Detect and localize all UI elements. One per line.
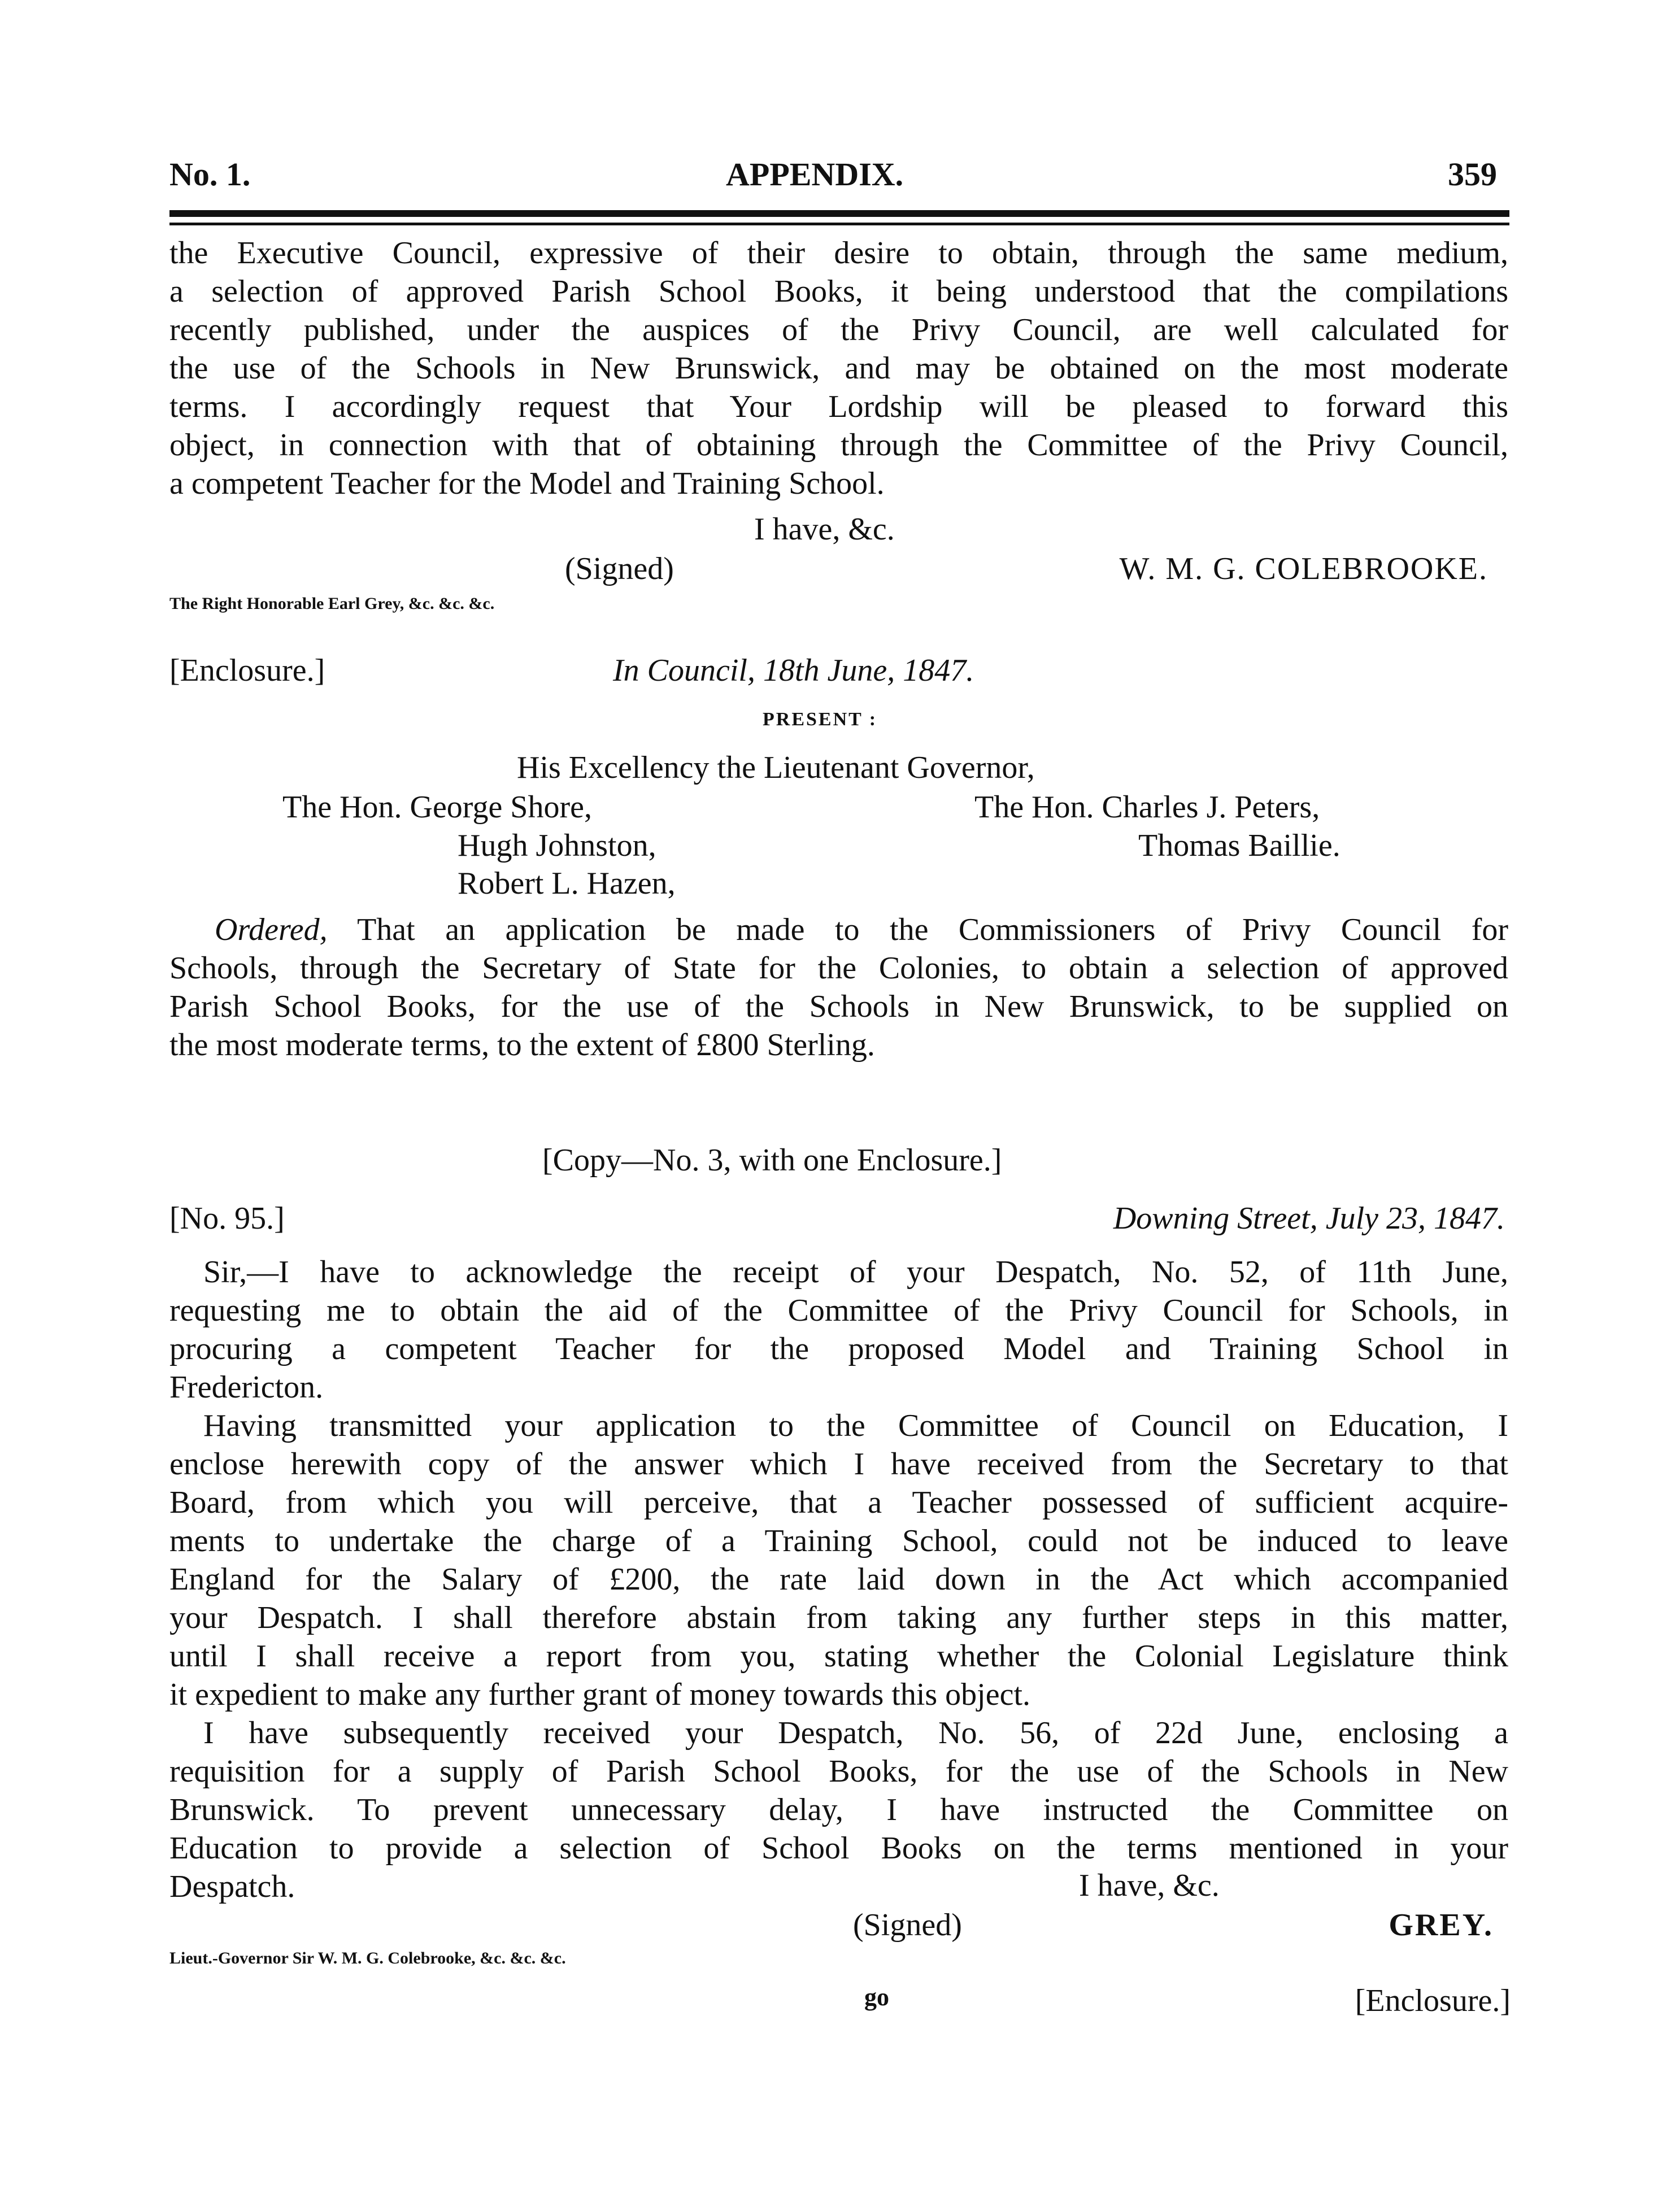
- presiding-officer: His Excellency the Lieutenant Governor,: [517, 750, 1035, 785]
- text-line: the most moderate terms, to the extent of £800 Sterling.: [169, 1028, 875, 1063]
- text-line: terms. I accordingly request that Your Lordship will be pleased to forward this: [169, 389, 1508, 424]
- place-date: Downing Street, July 23, 1847.: [1113, 1201, 1505, 1236]
- text-line: Board, from which you will perceive, that a Teacher possessed of sufficient acquire-: [169, 1485, 1508, 1520]
- header-section-number: No. 1.: [169, 156, 251, 193]
- despatch-number: [No. 95.]: [169, 1201, 285, 1236]
- text-line: Having transmitted your application to the Committee of Council on Education, I: [203, 1408, 1508, 1443]
- text-line: enclose herewith copy of the answer which I have received from the Secretary to that: [169, 1447, 1508, 1482]
- text-line: recently published, under the auspices of the Privy Council, are well calculated for: [169, 312, 1508, 347]
- council-date: In Council, 18th June, 1847.: [613, 653, 974, 688]
- text-line: Despatch.: [169, 1869, 295, 1904]
- text-line: the use of the Schools in New Brunswick, and may be obtained on the most moderate: [169, 351, 1508, 386]
- text-line: object, in connection with that of obtaining through the Committee of the Privy Council,: [169, 428, 1508, 463]
- copy-heading: [Copy—No. 3, with one Enclosure.]: [542, 1143, 1002, 1178]
- text-line: Schools, through the Secretary of State for the Colonies, to obtain a selection of approved: [169, 951, 1508, 986]
- header-rule-thin: [169, 223, 1509, 225]
- member: Thomas Baillie.: [1138, 828, 1340, 863]
- ordered-paragraph: [169, 911, 1508, 1064]
- enclosure-label: [Enclosure.]: [169, 653, 325, 688]
- member: Hugh Johnston,: [458, 828, 656, 863]
- text-line: a competent Teacher for the Model and Training School.: [169, 466, 885, 501]
- header-title: APPENDIX.: [726, 156, 904, 193]
- ordered-word: Ordered,: [215, 912, 328, 947]
- text-line: until I shall receive a report from you, stating whether the Colonial Legislature think: [169, 1639, 1508, 1674]
- signed-label: (Signed): [565, 551, 674, 586]
- signatory: GREY.: [1389, 1908, 1494, 1943]
- despatch-two-para-3: [169, 1714, 1508, 1906]
- text-line: requisition for a supply of Parish School Books, for the use of the Schools in New: [169, 1754, 1508, 1789]
- member: Robert L. Hazen,: [458, 866, 676, 901]
- text-line: Sir,—I have to acknowledge the receipt of your Despatch, No. 52, of 11th June,: [203, 1255, 1508, 1290]
- text-line: the Executive Council, expressive of their desire to obtain, through the same medium,: [169, 236, 1508, 271]
- page-number: 359: [1448, 156, 1497, 193]
- closing-have: I have, &c.: [754, 512, 895, 547]
- closing-have: I have, &c.: [1079, 1868, 1220, 1903]
- text-line: ments to undertake the charge of a Training School, could not be induced to leave: [169, 1523, 1508, 1558]
- signed-label: (Signed): [853, 1908, 962, 1943]
- text-line: [169, 911, 1508, 949]
- despatch-two-para-2: [169, 1407, 1508, 1714]
- catchword: go: [864, 1983, 889, 2011]
- text-line: Fredericton.: [169, 1370, 324, 1405]
- member: The Hon. George Shore,: [282, 790, 592, 825]
- addressee: The Right Honorable Earl Grey, &c. &c. &c.: [169, 594, 495, 613]
- text-line: procuring a competent Teacher for the proposed Model and Training School in: [169, 1331, 1508, 1366]
- text-line: Brunswick. To prevent unnecessary delay, I have instructed the Committee on: [169, 1792, 1508, 1827]
- addressee: Lieut.-Governor Sir W. M. G. Colebrooke, &c. &c. &c.: [169, 1949, 566, 1967]
- text-line: a selection of approved Parish School Books, it being understood that the compilations: [169, 274, 1508, 309]
- present-label: PRESENT :: [763, 709, 878, 730]
- despatch-two-para-1: [169, 1253, 1508, 1407]
- member: The Hon. Charles J. Peters,: [974, 790, 1320, 825]
- text-line: I have subsequently received your Despatch, No. 56, of 22d June, enclosing a: [203, 1716, 1508, 1751]
- text-line: your Despatch. I shall therefore abstain from taking any further steps in this matter,: [169, 1600, 1508, 1635]
- ordered-text: That an application be made to the Commissioners of Privy Council for: [327, 912, 1508, 947]
- header-rule-thick: [169, 210, 1509, 217]
- despatch-one-body: [169, 234, 1508, 503]
- text-line: Education to provide a selection of School Books on the terms mentioned in your: [169, 1831, 1508, 1866]
- text-line: Parish School Books, for the use of the Schools in New Brunswick, to be supplied on: [169, 989, 1508, 1024]
- next-enclosure-label: [Enclosure.]: [1355, 1983, 1511, 2018]
- text-line: England for the Salary of £200, the rate laid down in the Act which accompanied: [169, 1562, 1508, 1597]
- text-line: it expedient to make any further grant of money towards this object.: [169, 1677, 1031, 1712]
- signatory: W. M. G. COLEBROOKE.: [1119, 551, 1488, 586]
- text-line: requesting me to obtain the aid of the Committee of the Privy Council for Schools, in: [169, 1293, 1508, 1328]
